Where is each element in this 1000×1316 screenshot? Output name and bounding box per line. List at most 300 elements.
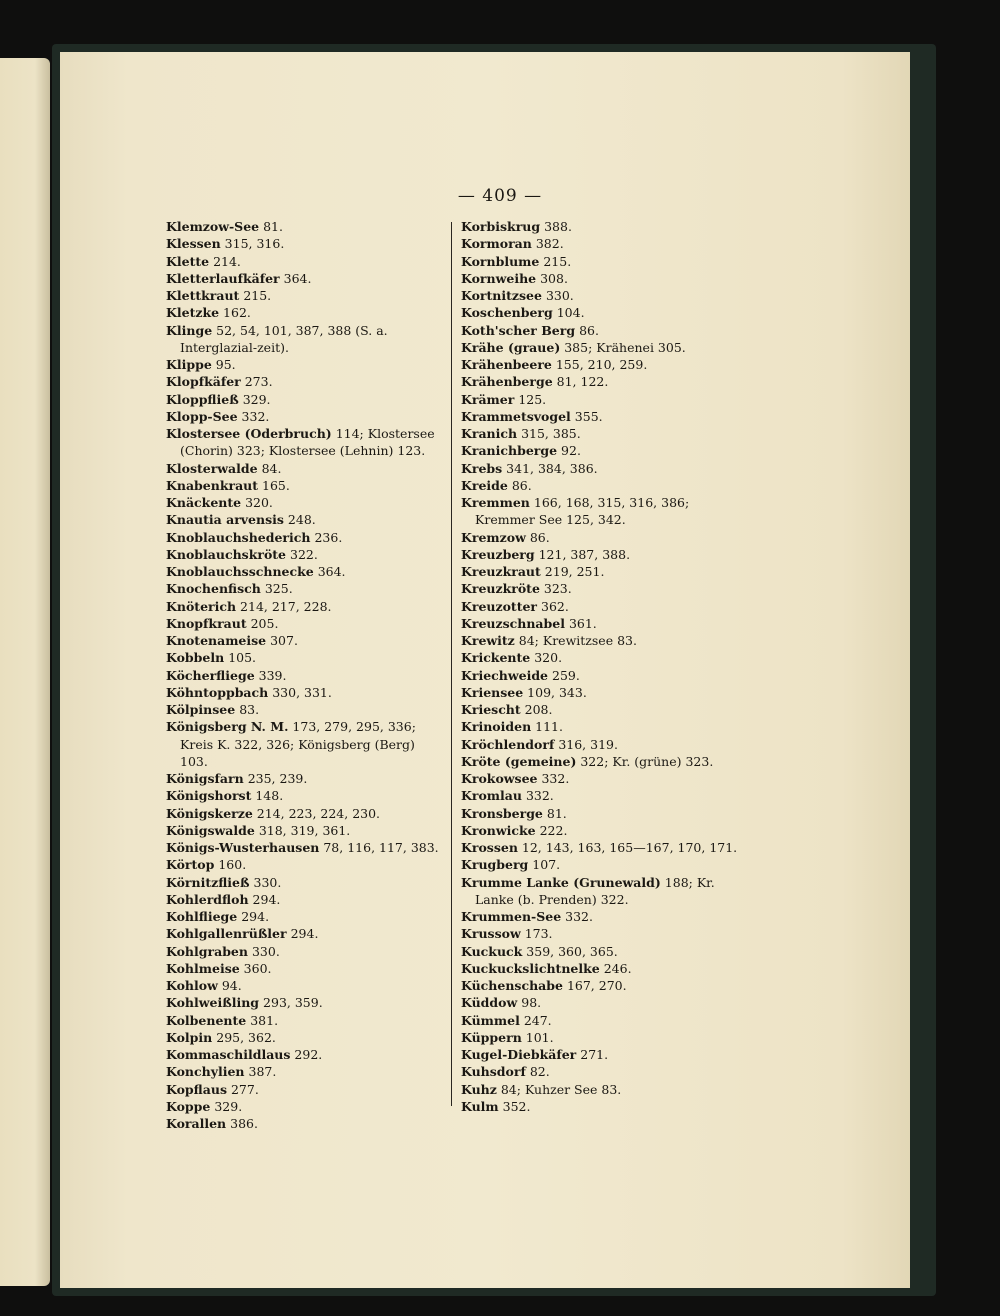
index-term: Kölpinsee [166,702,236,717]
index-entry [166,580,446,597]
index-entry [166,408,446,425]
index-refs: 294. [290,926,319,942]
index-term: Kriescht [461,702,521,717]
index-refs: 208. [524,702,553,717]
index-entry [461,270,743,287]
index-entry [166,1081,446,1098]
index-entry [166,787,446,804]
index-refs: 361. [568,615,597,631]
index-entry [461,322,743,339]
index-term: Kümmel [461,1012,520,1028]
index-entry [461,546,743,563]
index-term: Kopflaus [166,1081,227,1097]
index-term: Kreuzschnabel [461,615,565,631]
index-entry [461,563,743,580]
index-entry [166,1012,446,1029]
index-term: Kohlgallenrüßler [166,926,287,942]
index-refs: 205. [250,615,279,631]
index-refs: 86. [511,477,532,493]
index-term: Klippe [166,357,212,372]
index-refs: 382. [535,236,564,252]
index-refs: 341, 384, 386. [506,460,598,476]
index-entry [461,218,743,235]
index-entry [166,253,446,270]
index-term: Kremmen [461,495,530,510]
index-term: Körnitzfließ [166,874,250,890]
index-entry [461,770,743,787]
index-entry [166,615,446,632]
index-refs: 259. [552,667,580,683]
index-term: Kuckuck [461,943,523,959]
index-term: Kuhsdorf [461,1064,526,1080]
index-term: Kohlfliege [166,909,238,924]
index-term: Kohlmeise [166,960,240,976]
index-entry [461,460,743,477]
index-entry [461,649,743,666]
index-refs: 322. [290,546,318,562]
index-refs: 148. [255,788,284,804]
index-refs: 12, 143, 163, 165—167, 170, 171. [521,840,738,855]
index-term: Kohlow [166,978,218,993]
index-term: Koth'scher Berg [461,322,576,338]
index-term: Kloppfließ [166,391,239,407]
index-refs: 332. [541,771,570,786]
index-term: Klettkraut [166,288,240,303]
index-refs: 166, 168, 315, 316, 386; Kremmer See 125, 342. [475,495,690,528]
index-term: Kohlgraben [166,943,248,959]
index-entry [461,718,743,735]
index-entry [461,805,743,822]
index-entry [461,425,743,442]
index-refs: 307. [270,633,298,648]
index-entry [461,787,743,804]
index-refs: 107. [532,857,561,873]
index-entry [166,563,446,580]
index-refs: 315, 316. [224,236,285,252]
index-term: Klopfkäfer [166,374,241,390]
index-entry [166,1098,446,1115]
index-entry [166,1063,446,1080]
index-refs: 125. [518,391,547,407]
index-term: Kranich [461,426,518,441]
index-term: Kreuzotter [461,598,538,614]
index-refs: 215. [543,253,572,269]
index-refs: 364. [317,564,346,579]
index-refs: 173. [524,926,553,942]
index-refs: 109, 343. [527,684,587,700]
index-refs: 236. [314,529,343,545]
index-refs: 325. [264,581,293,597]
index-refs: 320. [245,495,273,510]
index-refs: 95. [215,357,236,372]
index-refs: 293, 359. [263,995,323,1011]
index-entry [166,425,446,460]
index-entry [461,408,743,425]
index-term: Kuhz [461,1081,497,1097]
index-term: Krickente [461,650,531,666]
index-refs: 330, 331. [272,684,332,700]
index-refs: 105. [228,650,257,666]
index-entry [166,874,446,891]
index-entry [461,339,743,356]
index-term: Kolbenente [166,1012,247,1028]
index-refs: 81. [546,805,567,821]
index-refs: 101. [525,1029,554,1045]
index-entry [166,839,446,856]
index-term: Königs-Wusterhausen [166,840,320,855]
index-entry [461,494,743,529]
index-refs: 94. [221,978,242,993]
index-entry [461,477,743,494]
index-refs: 92. [561,443,581,459]
index-entry [166,391,446,408]
index-entry [166,718,446,770]
index-refs: 78, 116, 117, 383. [323,840,439,855]
index-entry [461,373,743,390]
index-entry [461,874,743,909]
index-term: Krämer [461,391,515,407]
index-entry [461,598,743,615]
index-refs: 329. [242,391,271,407]
index-term: Krugberg [461,857,529,873]
index-entry [166,218,446,235]
index-term: Königswalde [166,822,255,838]
index-entry [461,753,743,770]
index-entry [461,925,743,942]
index-refs: 248. [287,512,316,528]
index-entry [166,960,446,977]
index-term: Krumme Lanke (Grunewald) [461,874,661,890]
index-entry [166,304,446,321]
index-entry [461,1029,743,1046]
index-refs: 332. [525,788,554,804]
index-refs: 173, 279, 295, 336; Kreis K. 322, 326; Königsberg (Berg) 103. [180,719,416,769]
index-refs: 188; Kr. Lanke (b. Prenden) 322. [475,874,715,907]
index-refs: 82. [529,1064,550,1080]
index-entry [166,805,446,822]
index-entry [461,1012,743,1029]
index-term: Korallen [166,1116,227,1131]
index-refs: 352. [502,1098,531,1114]
index-term: Kronwicke [461,822,536,838]
index-refs: 330. [545,288,574,303]
index-term: Kugel-Diebkäfer [461,1047,577,1062]
index-term: Klessen [166,236,221,252]
index-term: Kronsberge [461,805,543,821]
index-entry [166,322,446,357]
index-entry [166,511,446,528]
index-entry [461,1063,743,1080]
index-entry [166,1115,446,1132]
index-refs: 214, 223, 224, 230. [256,805,381,821]
index-entry [461,736,743,753]
index-refs: 84; Krewitzsee 83. [518,633,637,648]
index-refs: 215. [243,288,272,303]
page-number: — 409 — [457,186,543,206]
index-entry [166,287,446,304]
index-term: Knöterich [166,598,237,614]
index-term: Kuckuckslichtnelke [461,960,600,976]
index-entry [166,977,446,994]
index-entry [461,391,743,408]
index-refs: 222. [539,822,568,838]
index-entry [166,373,446,390]
index-entry [166,460,446,477]
index-term: Knoblauchskröte [166,546,287,562]
index-entry [166,701,446,718]
facing-page-edge [0,58,50,1286]
index-entry [461,994,743,1011]
index-term: Küppern [461,1029,522,1045]
index-entry [461,529,743,546]
index-refs: 162. [223,305,251,321]
index-term: Köcherfliege [166,667,255,683]
index-refs: 294. [241,909,270,924]
index-refs: 98. [521,995,542,1011]
index-entry [461,442,743,459]
index-entry [461,287,743,304]
index-term: Knoblauchsschnecke [166,564,314,579]
index-refs: 111. [535,719,563,735]
index-term: Kriensee [461,684,524,700]
index-term: Knäckente [166,495,242,510]
index-entry [461,701,743,718]
index-term: Knoblauchshederich [166,529,311,545]
index-term: Kornblume [461,253,540,269]
index-refs: 318, 319, 361. [258,822,351,838]
index-term: Krummen-See [461,909,562,924]
index-entry [461,1098,743,1115]
index-refs: 83. [239,702,260,717]
index-refs: 359, 360, 365. [526,943,618,959]
index-term: Knochenfisch [166,581,261,597]
index-refs: 86. [579,322,599,338]
index-entry [166,891,446,908]
index-refs: 155, 210, 259. [555,357,648,372]
index-term: Krussow [461,926,521,942]
index-term: Krähenbeere [461,357,552,372]
index-refs: 214, 217, 228. [240,598,332,614]
index-refs: 387. [248,1064,277,1080]
index-refs: 160. [218,857,247,873]
index-entry [461,580,743,597]
index-refs: 292. [294,1047,323,1062]
index-term: Knopfkraut [166,615,247,631]
index-refs: 277. [230,1081,259,1097]
index-entry [461,304,743,321]
index-entry [461,253,743,270]
index-term: Körtop [166,857,215,873]
index-term: Kommaschildlaus [166,1047,291,1062]
index-term: Kranichberge [461,443,558,459]
index-entry [166,649,446,666]
index-refs: 52, 54, 101, 387, 388 (S. a. Interglazial-zeit). [180,322,388,355]
index-entry [461,856,743,873]
index-refs: 294. [252,891,281,907]
index-term: Klosterwalde [166,460,258,476]
index-refs: 355. [574,408,603,424]
index-refs: 330. [253,874,282,890]
index-refs: 167, 270. [566,978,627,993]
index-entry [461,960,743,977]
index-refs: 86. [529,529,550,545]
index-term: Kletterlaufkäfer [166,270,280,286]
index-refs: 362. [541,598,569,614]
index-refs: 323. [543,581,572,597]
index-refs: 339. [258,667,287,683]
index-term: Krokowsee [461,771,538,786]
index-term: Konchylien [166,1064,245,1080]
index-term: Knabenkraut [166,477,259,493]
index-entry [461,977,743,994]
index-refs: 332. [565,909,593,924]
index-entry [166,356,446,373]
index-entry [166,667,446,684]
index-refs: 84; Kuhzer See 83. [500,1081,622,1097]
index-term: Königshorst [166,788,252,804]
index-term: Küddow [461,995,518,1011]
index-term: Kreuzkröte [461,581,540,597]
index-term: Kolpin [166,1029,213,1045]
index-refs: 316, 319. [558,736,618,752]
index-entry [166,1029,446,1046]
index-refs: 114; Klostersee (Chorin) 323; Klostersee (Lehnin) 123. [180,426,435,459]
index-term: Köhntoppbach [166,684,269,700]
index-term: Küchenschabe [461,978,563,993]
column-divider [451,222,452,1106]
index-refs: 381. [250,1012,279,1028]
index-entry [166,684,446,701]
index-entry [461,943,743,960]
index-term: Klette [166,253,210,269]
index-entry [166,546,446,563]
index-entry [166,770,446,787]
index-refs: 386. [230,1116,258,1131]
index-term: Krinoiden [461,719,532,735]
index-term: Klostersee (Oderbruch) [166,426,332,441]
index-term: Kohlweißling [166,995,260,1011]
index-refs: 104. [556,305,585,321]
index-term: Kornweihe [461,270,537,286]
index-term: Knautia arvensis [166,512,284,528]
index-term: Kohlerdfloh [166,891,249,907]
index-term: Königsfarn [166,771,244,786]
index-term: Knotenameise [166,633,267,648]
index-refs: 219, 251. [544,564,605,579]
index-refs: 364. [283,270,312,286]
index-entry [461,908,743,925]
index-column-left [166,218,446,1132]
index-entry [166,925,446,942]
index-term: Kulm [461,1098,499,1114]
index-term: Kortnitzsee [461,288,542,303]
index-refs: 308. [540,270,568,286]
index-term: Krebs [461,460,503,476]
index-entry [166,477,446,494]
index-term: Kröchlendorf [461,736,555,752]
index-refs: 247. [523,1012,552,1028]
index-refs: 121, 387, 388. [538,546,631,562]
index-term: Krähe (graue) [461,339,561,355]
index-entry [461,615,743,632]
index-entry [166,994,446,1011]
index-refs: 329. [214,1098,243,1114]
index-term: Krossen [461,840,518,855]
index-refs: 332. [241,408,270,424]
index-entry [461,1081,743,1098]
index-term: Krewitz [461,633,515,648]
index-term: Kreuzberg [461,546,535,562]
index-term: Kletzke [166,305,220,321]
index-entry [166,908,446,925]
index-term: Kormoran [461,236,532,252]
index-term: Königsberg N. M. [166,719,289,735]
index-refs: 320. [534,650,563,666]
index-refs: 235, 239. [247,771,308,786]
index-entry [461,667,743,684]
index-refs: 214. [213,253,241,269]
index-refs: 385; Krähenei 305. [564,339,686,355]
index-entry [166,632,446,649]
index-term: Koppe [166,1098,211,1114]
index-entry [461,1046,743,1063]
index-entry [166,494,446,511]
index-entry [461,632,743,649]
index-entry [166,856,446,873]
index-entry [166,270,446,287]
index-refs: 246. [603,960,632,976]
index-term: Kreide [461,477,508,493]
index-term: Königskerze [166,805,253,821]
index-term: Krähenberge [461,374,553,390]
index-refs: 165. [262,477,290,493]
index-term: Kremzow [461,529,526,545]
index-entry [166,943,446,960]
index-refs: 360. [243,960,272,976]
index-refs: 81, 122. [556,374,609,390]
index-term: Kriechweide [461,667,549,683]
index-entry [166,1046,446,1063]
index-refs: 81. [263,219,283,234]
index-refs: 271. [580,1047,609,1062]
index-term: Korbiskrug [461,219,541,234]
index-entry [166,529,446,546]
index-term: Koschenberg [461,305,553,321]
index-term: Klinge [166,322,213,338]
index-entry [461,235,743,252]
index-refs: 84. [261,460,282,476]
index-term: Kreuzkraut [461,564,541,579]
index-refs: 273. [244,374,273,390]
index-entry [461,684,743,701]
index-term: Kobbeln [166,650,225,666]
index-term: Klemzow-See [166,219,260,234]
index-entry [166,598,446,615]
index-entry [166,822,446,839]
index-column-right [461,218,743,1115]
index-term: Klopp-See [166,408,238,424]
index-refs: 330. [251,943,280,959]
index-term: Kromlau [461,788,522,804]
index-entry [461,356,743,373]
index-term: Krammetsvogel [461,408,571,424]
index-refs: 295, 362. [216,1029,276,1045]
index-refs: 322; Kr. (grüne) 323. [580,753,714,769]
index-term: Kröte (gemeine) [461,753,577,769]
index-refs: 315, 385. [521,426,581,441]
index-entry [461,822,743,839]
index-refs: 388. [544,219,572,234]
